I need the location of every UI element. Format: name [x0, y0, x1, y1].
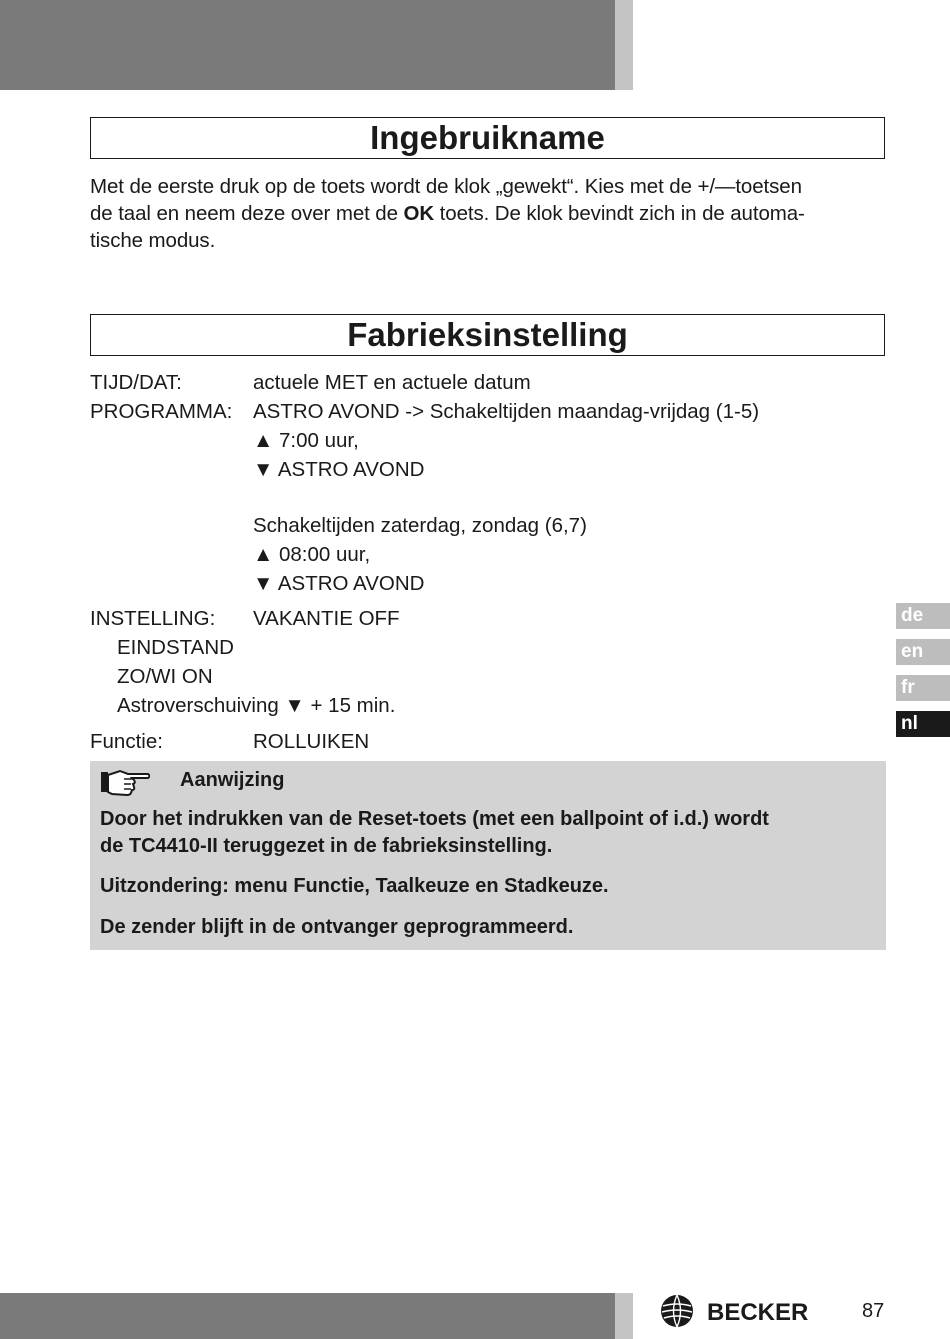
header-band-accent: [615, 0, 633, 90]
pointing-hand-icon: [100, 766, 150, 798]
weekday-down-time: [253, 456, 424, 484]
instelling-value: VAKANTIE OFF: [253, 607, 400, 630]
note-line-1: Door het indrukken van de Reset-toets (met een ballpoint of i.d.) wordt: [100, 808, 769, 830]
weekend-up-time: [253, 541, 370, 569]
para-line-2-end: toets. De klok bevindt zich in de automa-: [434, 202, 805, 225]
astro-label: Astroverschuiving: [117, 694, 279, 717]
becker-wordmark: BECKER: [707, 1299, 809, 1326]
tijd-label: TIJD/DAT:: [90, 371, 182, 394]
section-title-ingebruikname: Ingebruikname: [90, 117, 885, 159]
triangle-down-icon: ▼: [253, 572, 274, 595]
lang-tab-nl[interactable]: nl: [896, 711, 950, 737]
eindstand-text: EINDSTAND: [117, 636, 234, 659]
triangle-up-icon: ▲: [253, 429, 274, 452]
astro-offset: + 15 min.: [310, 694, 396, 717]
weekend-down-time: [253, 570, 424, 598]
ok-key-label: OK: [403, 202, 435, 225]
programma-label: PROGRAMMA:: [90, 400, 233, 423]
instelling-label: INSTELLING:: [90, 607, 216, 630]
para-line-3: tische modus.: [90, 229, 216, 252]
footer-band: [0, 1293, 615, 1339]
para-line-1: Met de eerste druk op de toets wordt de klok „gewekt“. Kies met de +/—toetsen: [90, 175, 802, 198]
section-title-fabrieksinstelling: Fabrieksinstelling: [90, 314, 885, 356]
triangle-down-icon: ▼: [284, 694, 305, 717]
functie-value: ROLLUIKEN: [253, 730, 370, 753]
lang-tab-en[interactable]: en: [896, 639, 950, 665]
note-paragraph-2: Uitzondering: menu Functie, Taalkeuze en Stadkeuze.: [100, 875, 609, 897]
weekend-heading: Schakeltijden zaterdag, zondag (6,7): [253, 514, 587, 537]
note-paragraph-1: [100, 806, 882, 860]
note-paragraph-3: De zender blijft in de ontvanger geprogrammeerd.: [100, 916, 574, 938]
ingebruikname-paragraph: [90, 173, 890, 254]
tijd-value: actuele MET en actuele datum: [253, 371, 531, 394]
para-line-2-start: de taal en neem deze over met de: [90, 202, 404, 225]
weekday-up-time: [253, 427, 359, 455]
weekday-up-text: 7:00 uur,: [279, 429, 359, 452]
note-title: Aanwijzing: [180, 769, 285, 791]
para-line-2: [90, 200, 890, 227]
astroverschuiving-text: [117, 692, 395, 720]
becker-logo: [660, 1293, 810, 1329]
page-number: 87: [862, 1300, 885, 1322]
triangle-up-icon: ▲: [253, 543, 274, 566]
note-line-2: de TC4410-II teruggezet in de fabrieksinstelling.: [100, 835, 553, 857]
weekday-down-text: ASTRO AVOND: [277, 458, 425, 481]
lang-tab-de[interactable]: de: [896, 603, 950, 629]
zowi-text: ZO/WI ON: [117, 665, 213, 688]
lang-tab-fr[interactable]: fr: [896, 675, 950, 701]
weekend-up-text: 08:00 uur,: [279, 543, 371, 566]
note-box: [90, 761, 886, 950]
footer-band-accent: [615, 1293, 633, 1339]
triangle-down-icon: ▼: [253, 458, 274, 481]
programma-value: ASTRO AVOND -> Schakeltijden maandag-vrijdag (1-5): [253, 400, 760, 423]
weekend-down-text: ASTRO AVOND: [277, 572, 425, 595]
functie-label: Functie:: [90, 730, 163, 753]
header-band: [0, 0, 615, 90]
